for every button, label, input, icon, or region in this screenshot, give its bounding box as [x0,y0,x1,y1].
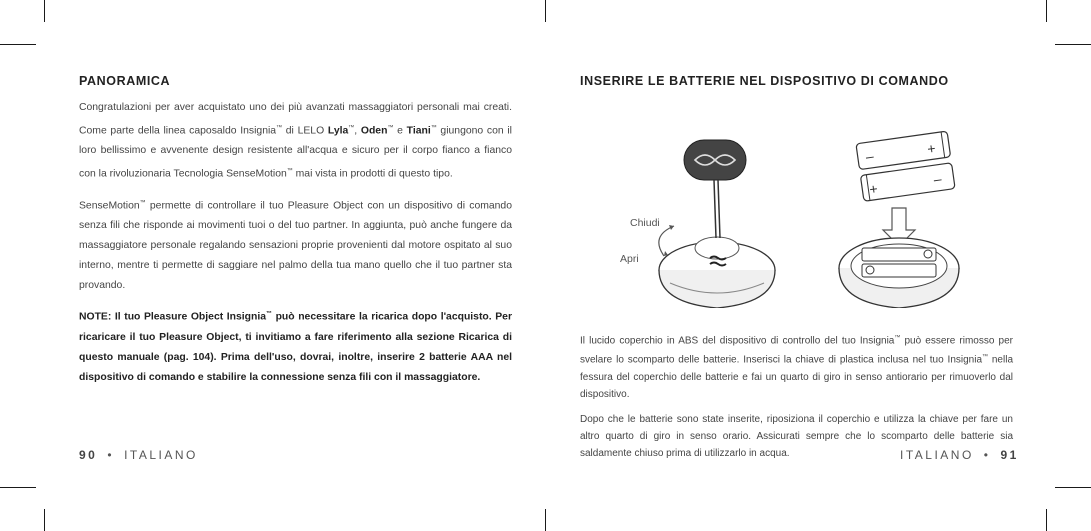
minus-sign: – [864,147,875,165]
battery-illustration [580,98,1013,308]
plus-sign: + [868,180,879,198]
crop-mark [44,0,45,22]
open-label: Apri [620,253,639,265]
crop-mark [1055,44,1091,45]
crop-mark [0,44,36,45]
close-label: Chiudi [630,217,660,229]
minus-sign: – [932,170,943,188]
crop-mark [545,509,546,531]
page-number: 91 [1000,448,1019,462]
page-number: 90 [79,448,98,462]
remote-with-key [620,140,775,308]
crop-mark [44,509,45,531]
sensemotion-paragraph: SenseMotion™ permette di controllare il tuo Pleasure Object con un dispositivo di comando senza fili che risponde ai movimenti tuoi o del tuo partner. In aggiunta, può anche fungere da massaggiatore personale regalando sensazioni proprie provenienti dal motore ospitato al suo interno, mentre ti permette di saggiare nel palmo della tua mano quello che il tuo partner sta provando. [79,199,512,292]
battery-heading: INSERIRE LE BATTERIE NEL DISPOSITIVO DI COMANDO [580,74,949,88]
crop-mark [545,0,546,22]
right-page [580,74,1013,470]
note-paragraph: NOTE: Il tuo Pleasure Object Insignia™ può necessitare la ricarica dopo l'acquisto. Per ricaricare il tuo Pleasure Object, ti invitiamo a fare riferimento alla sezione Ricarica di questo manuale (pag. 104). Prima dell'uso, dovrai, inoltre, inserire 2 batterie AAA nel dispositivo di comando e stabilire la connessione senza fili con il massaggiatore. [79,311,512,383]
after-insert-paragraph: Dopo che le batterie sono state inserite, riposiziona il coperchio e utilizza la chiave per fare un altro quarto di giro in senso orario. Assicurati sempre che lo scomparto delle batterie sia saldamente chiuso prima di utilizzarlo in acqua. [580,413,1013,459]
crop-mark [1046,0,1047,22]
left-footer [79,448,198,462]
overview-heading: PANORAMICA [79,74,171,88]
intro-paragraph: Congratulazioni per aver acquistato uno dei più avanzati massaggiatori personali mai creati. Come parte della linea caposaldo Insignia™ di LELO Lyla™, Oden™ e Tiani™ giungono con il loro bellissimo e avvenente design resistente all'acqua e sicuro per il corpo fianco a fianco con la rivoluzionaria Tecnologia SenseMotion™ mai vista in prodotti di questo tipo. [79,102,512,180]
crop-mark [1055,487,1091,488]
bullet: • [107,448,115,462]
bullet: • [983,448,991,462]
plus-sign: + [926,139,937,157]
cover-paragraph: Il lucido coperchio in ABS del dispositivo di controllo del tuo Insignia™ può essere rimosso per svelare lo scomparto delle batterie. Inserisci la chiave di plastica inclusa nel tuo Insignia™ nella fessura del coperchio delle batterie e fai un quarto di giro in senso antiorario per rimuoverlo dal dispositivo. [580,335,1014,400]
left-page [79,74,512,396]
language-label: ITALIANO [900,448,974,462]
crop-mark [1046,509,1047,531]
battery-compartment [839,131,959,308]
right-footer [900,448,1019,462]
language-label: ITALIANO [124,448,198,462]
crop-mark [0,487,36,488]
